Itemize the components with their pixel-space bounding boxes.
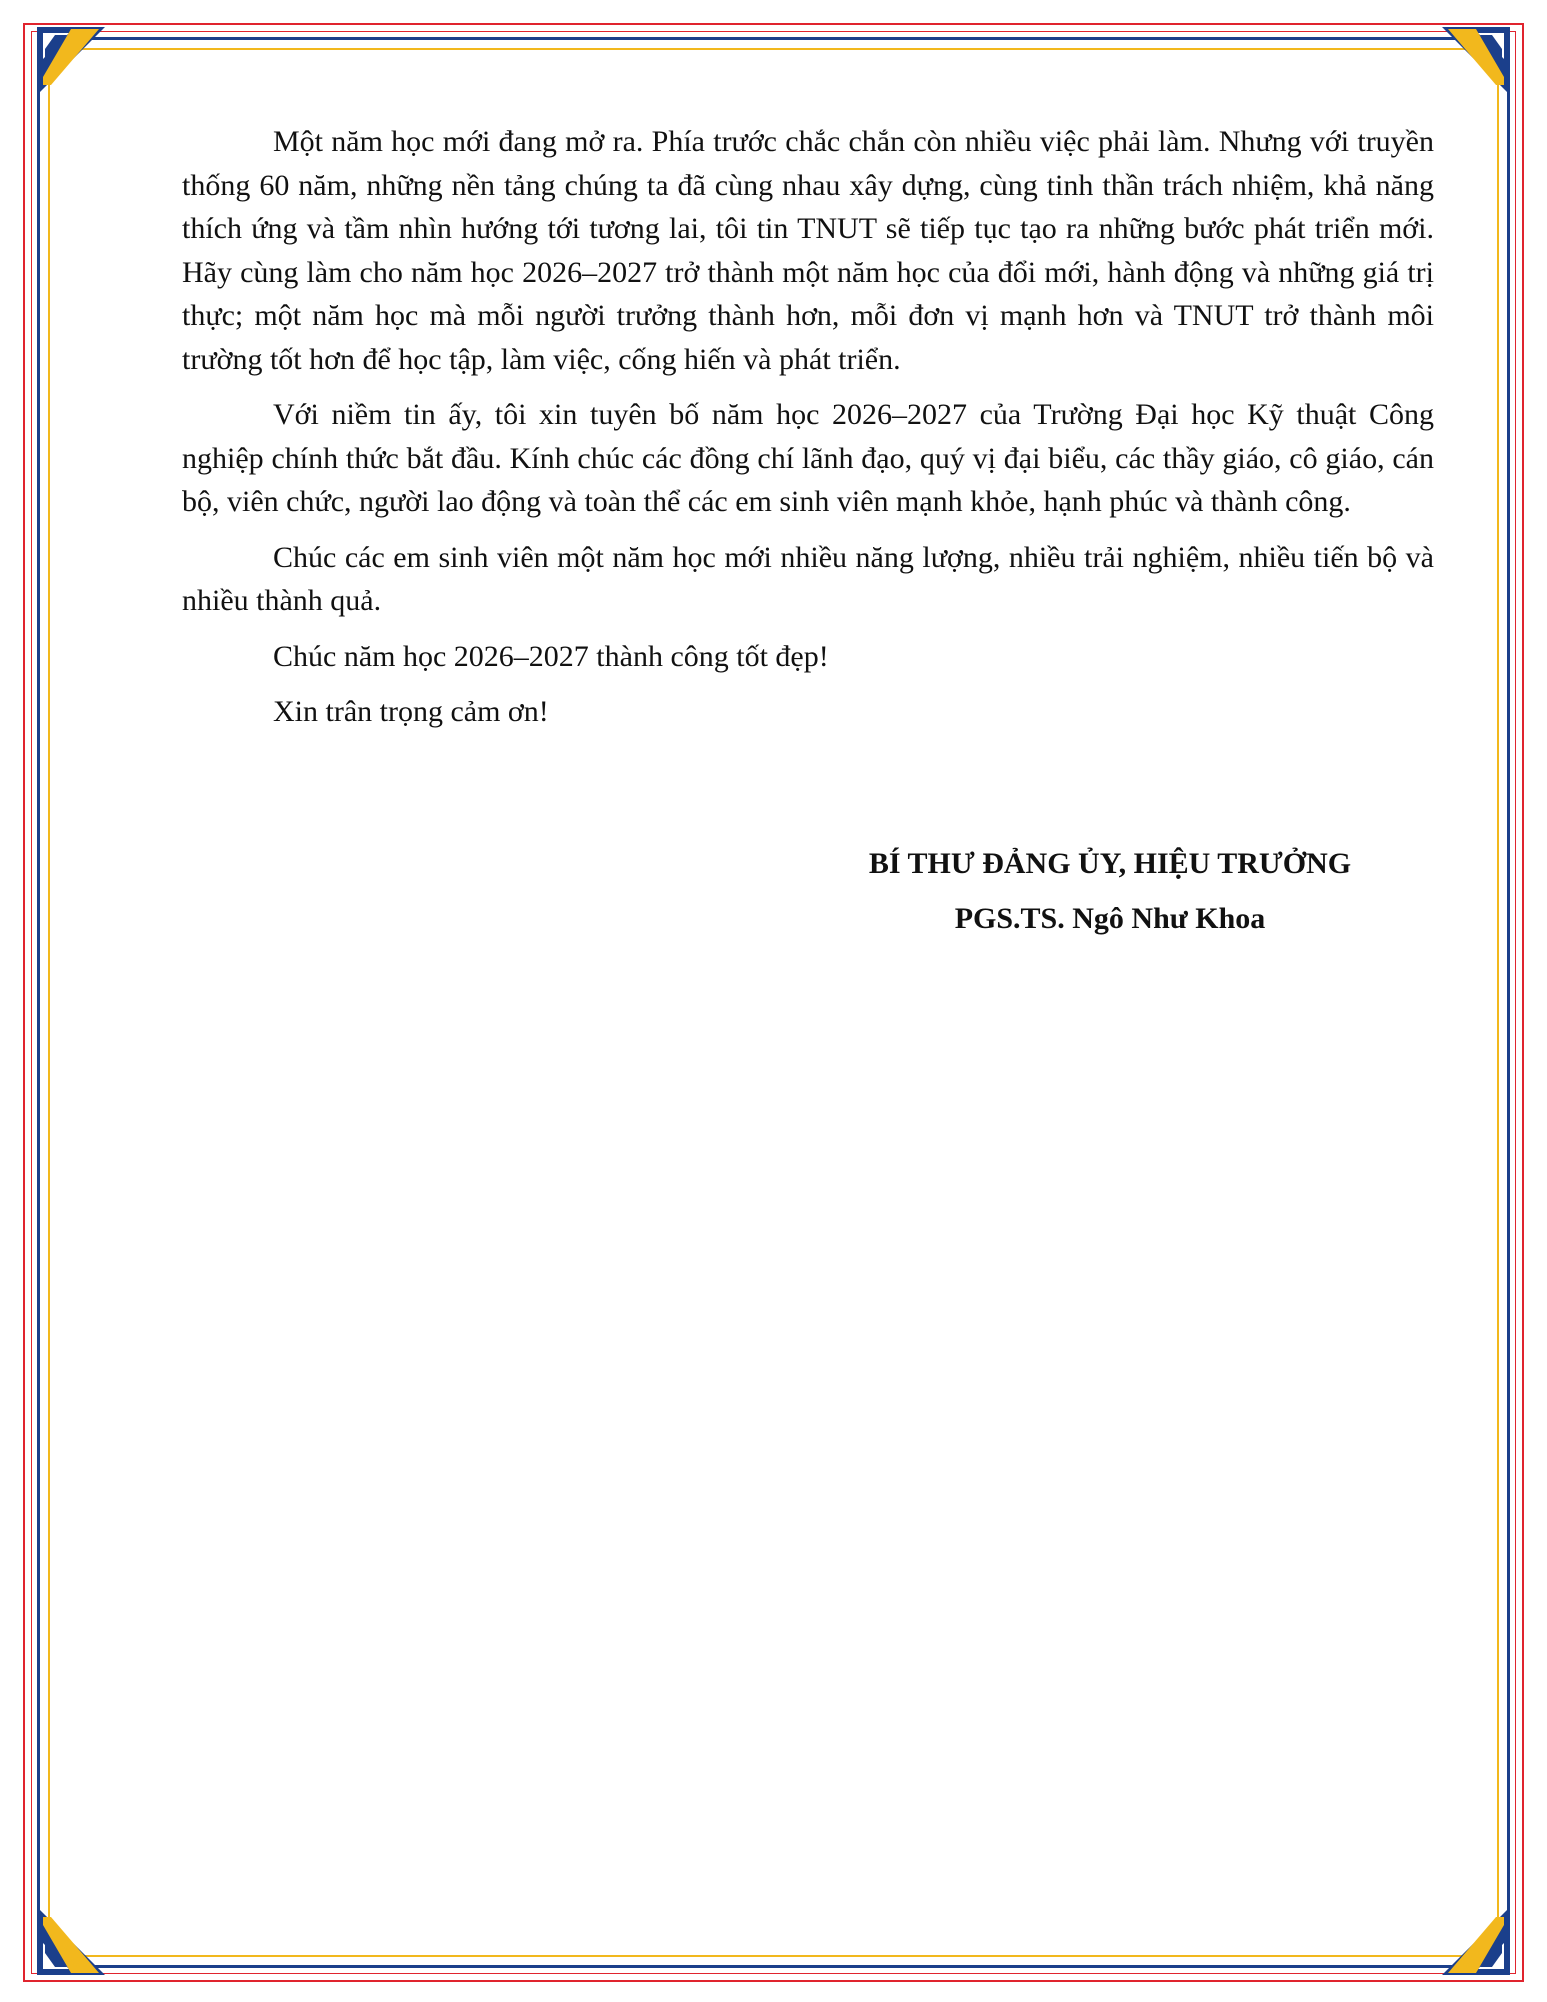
corner-ornament-icon — [37, 27, 105, 95]
paragraph-student-wishes: Chúc các em sinh viên một năm học mới nhiều năng lượng, nhiều trải nghiệm, nhiều tiến bộ và nhiều thành quả. — [182, 540, 1434, 617]
signature-name: PGS.TS. Ngô Như Khoa — [954, 902, 1266, 935]
paragraph-thanks: Xin trân trọng cảm ơn! — [273, 695, 549, 728]
corner-ornament-icon — [1442, 1907, 1510, 1975]
paragraph-success-wish: Chúc năm học 2026–2027 thành công tốt đẹp! — [273, 639, 829, 673]
corner-ornament-icon — [1442, 27, 1510, 95]
paragraph-opening-declaration: Với niềm tin ấy, tôi xin tuyên bố năm học 2026–2027 của Trường Đại học Kỹ thuật Công nghiệp chính thức bắt đầu. Kính chúc các đồng chí lãnh đạo, quý vị đại biểu, các thầy giáo, cô giáo, cán bộ, viên chức, người lao động và toàn thể các em sinh viên mạnh khỏe, hạnh phúc và thành công. — [182, 398, 1434, 518]
body-text — [182, 120, 1434, 746]
corner-ornament-icon — [37, 1907, 105, 1975]
paragraph-new-year-outlook: Một năm học mới đang mở ra. Phía trước chắc chắn còn nhiều việc phải làm. Nhưng với truyền thống 60 năm, những nền tảng chúng ta đã cùng nhau xây dựng, cùng tinh thần trách nhiệm, khả năng thích ứng và tầm nhìn hướng tới tương lai, tôi tin TNUT sẽ tiếp tục tạo ra những bước phát triển mới. Hãy cùng làm cho năm học 2026–2027 trở thành một năm học của đổi mới, hành động và những giá trị thực; một năm học mà mỗi người trưởng thành hơn, mỗi đơn vị mạnh hơn và TNUT trở thành môi trường tốt hơn để học tập, làm việc, cống hiến và phát triển. — [182, 125, 1434, 376]
signature-title: BÍ THƯ ĐẢNG ỦY, HIỆU TRƯỞNG — [868, 847, 1352, 880]
